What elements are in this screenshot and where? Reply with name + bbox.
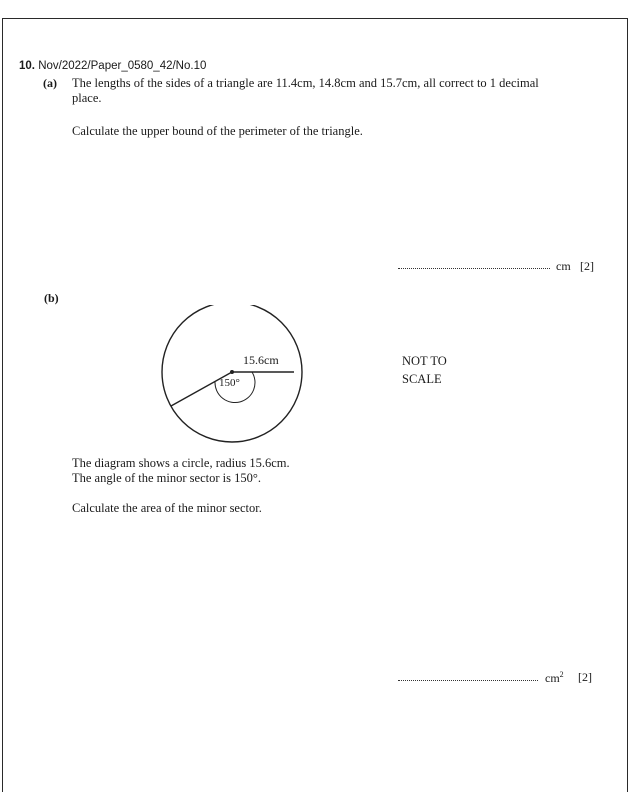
part-b-unit (545, 670, 564, 686)
not-to-scale-line1: NOT TO (402, 354, 447, 368)
question-number: 10. (19, 60, 35, 72)
part-a-label: (a) (43, 76, 57, 90)
radius-label: 15.6cm (243, 353, 279, 367)
part-a-text-line1: The lengths of the sides of a triangle are 11.4cm, 14.8cm and 15.7cm, all correct to 1 decimal (72, 76, 539, 90)
question-source: Nov/2022/Paper_0580_42/No.10 (38, 60, 207, 72)
part-a-text-line2: place. (72, 91, 102, 105)
part-b-unit-power: 2 (559, 670, 564, 679)
angle-label: 150° (219, 377, 240, 389)
part-b-text-line1: The diagram shows a circle, radius 15.6cm. (72, 456, 290, 470)
circle-sector-diagram (155, 305, 315, 465)
circle-centre (230, 370, 234, 374)
part-b-marks: [2] (578, 670, 592, 684)
part-a-unit: cm (556, 259, 571, 273)
question-header (19, 60, 206, 72)
part-a-marks: [2] (580, 259, 594, 273)
part-b-label: (b) (44, 291, 59, 305)
part-a-answer-line[interactable] (398, 268, 550, 269)
part-a-instruction: Calculate the upper bound of the perimeter of the triangle. (72, 124, 363, 138)
part-b-answer-line[interactable] (398, 680, 538, 681)
part-b-instruction: Calculate the area of the minor sector. (72, 501, 262, 515)
part-b-text-line2: The angle of the minor sector is 150°. (72, 471, 261, 485)
not-to-scale-line2: SCALE (402, 372, 442, 386)
part-b-unit-base: cm (545, 671, 560, 685)
